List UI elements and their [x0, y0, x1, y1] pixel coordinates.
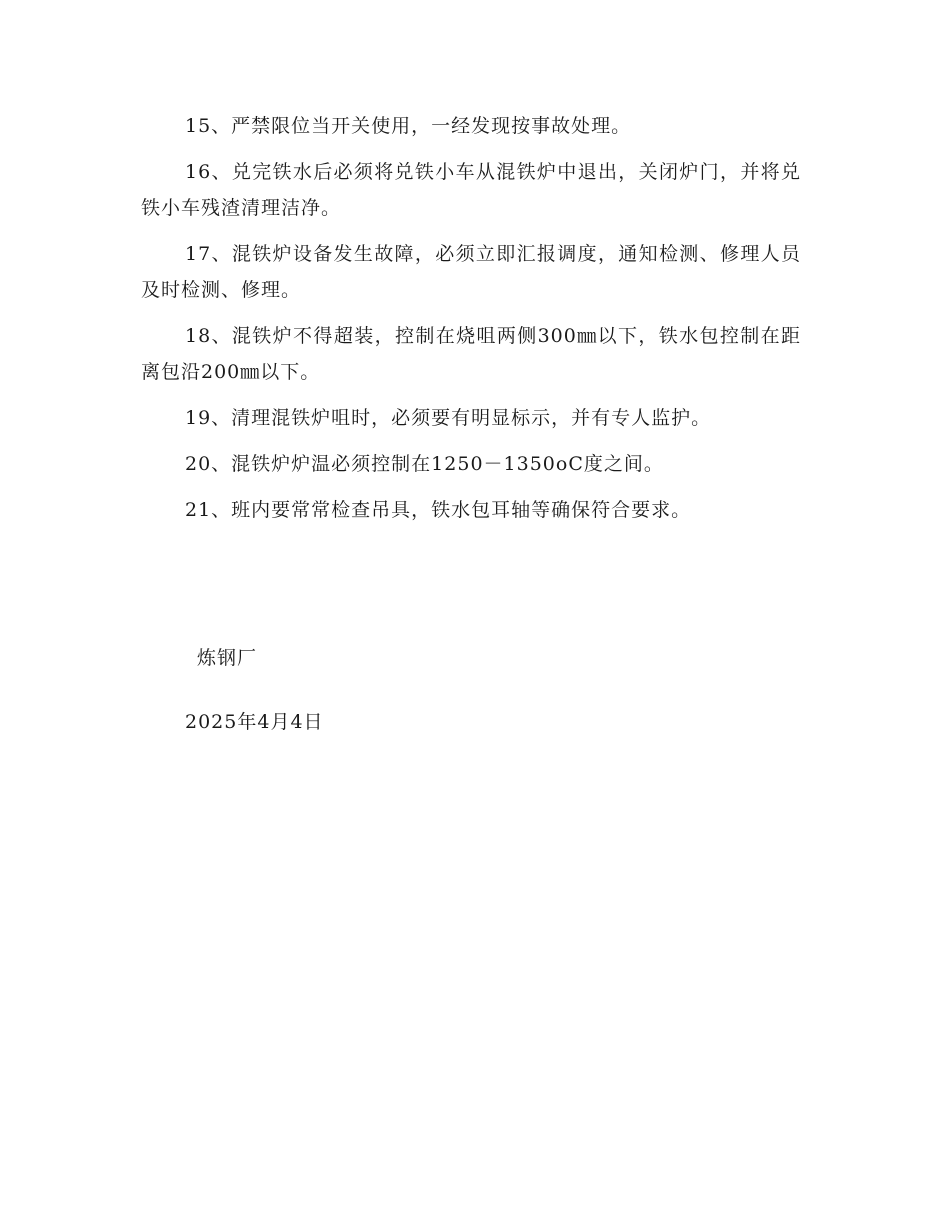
document-body [141, 108, 801, 538]
paragraph-item-16: 16、兑完铁水后必须将兑铁小车从混铁炉中退出，关闭炉门，并将兑铁小车残渣清理洁净。 [141, 161, 801, 219]
signature-block [141, 640, 541, 740]
paragraph-item-21: 21、班内要常常检查吊具，铁水包耳轴等确保符合要求。 [185, 499, 692, 521]
paragraph-item-18: 18、混铁炉不得超装，控制在烧咀两侧300㎜以下，铁水包控制在距离包沿200㎜以下。 [141, 325, 801, 383]
signature-date: 2025年4月4日 [185, 711, 324, 733]
paragraph-item-17: 17、混铁炉设备发生故障，必须立即汇报调度，通知检测、修理人员及时检测、修理。 [141, 243, 801, 301]
paragraph-item-20: 20、混铁炉炉温必须控制在1250－1350oC度之间。 [185, 453, 664, 475]
signature-organization: 炼钢厂 [197, 647, 258, 669]
paragraph-item-19: 19、清理混铁炉咀时，必须要有明显标示，并有专人监护。 [185, 407, 712, 429]
paragraph-item-15: 15、严禁限位当开关使用，一经发现按事故处理。 [185, 115, 632, 137]
